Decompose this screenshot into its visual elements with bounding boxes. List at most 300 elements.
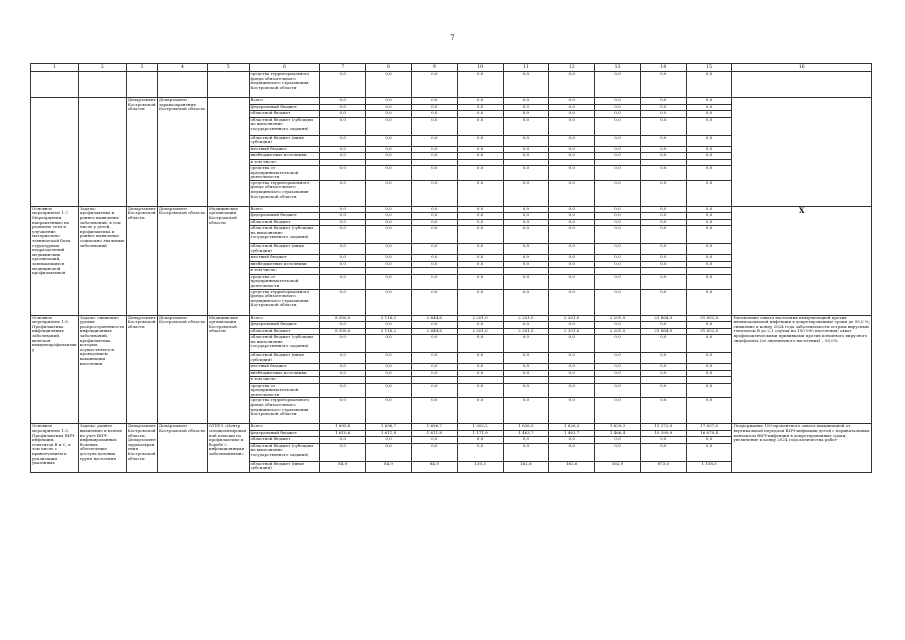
value-cell: 0,0	[640, 364, 686, 371]
value-cell: 0,0	[320, 135, 366, 146]
value-cell: 0,0	[686, 98, 732, 105]
value-cell: 0,0	[686, 383, 732, 398]
value-cell: 0,0	[503, 353, 549, 364]
value-cell: 0,0	[595, 146, 641, 153]
row-label: средства территориального фонда обязательного медицинского страхования Костромской области	[249, 289, 320, 315]
value-cell: 0,0	[366, 398, 412, 424]
value-cell: 0,0	[320, 206, 366, 213]
value-cell: 0,0	[686, 370, 732, 377]
value-cell: 0,0	[457, 383, 503, 398]
value-cell: 0,0	[640, 255, 686, 262]
value-cell: 0,0	[320, 226, 366, 244]
value-cell: 84,9	[411, 461, 457, 472]
value-cell: 0,0	[640, 370, 686, 377]
value-cell: 1 610,6	[320, 430, 366, 437]
row-label: Всего	[249, 315, 320, 322]
program-col4: Департамент здравоохранения Костромской области	[157, 98, 207, 207]
row-label: внебюджетные источники	[249, 261, 320, 268]
value-cell: 0,0	[366, 226, 412, 244]
value-cell: 0,0	[457, 206, 503, 213]
value-cell: 0,0	[320, 289, 366, 315]
value-cell: 0,0	[320, 111, 366, 118]
value-cell: 0,0	[549, 117, 595, 135]
row-label: федеральный бюджет	[249, 322, 320, 329]
row-label: федеральный бюджет	[249, 213, 320, 220]
value-cell: 0,0	[640, 180, 686, 206]
header-cell: 3	[126, 64, 157, 72]
value-cell: 0,0	[457, 335, 503, 353]
value-cell: 0,0	[366, 383, 412, 398]
value-cell: 0,0	[549, 335, 595, 353]
value-cell: 0,0	[320, 104, 366, 111]
value-cell: 0,0	[549, 353, 595, 364]
value-cell: 0,0	[640, 322, 686, 329]
value-cell: 0,0	[411, 370, 457, 377]
value-cell: 0,0	[457, 261, 503, 268]
value-cell: 0,0	[457, 226, 503, 244]
value-cell: 0,0	[686, 135, 732, 146]
header-cell: 16	[732, 64, 872, 72]
value-cell: 0,0	[503, 146, 549, 153]
value-cell: 0,0	[595, 244, 641, 255]
value-cell: 0,0	[411, 353, 457, 364]
header-cell: 13	[595, 64, 641, 72]
value-cell: 0,0	[640, 289, 686, 315]
row-label: федеральный бюджет	[249, 430, 320, 437]
value-cell: 0,0	[366, 104, 412, 111]
value-cell: 0,0	[411, 219, 457, 226]
value-cell: 0,0	[320, 335, 366, 353]
value-cell: 21 864,9	[640, 328, 686, 335]
expected-result: Поддержание 100-процентного охвата вакцинацией от вертикальной передачи ВИЧ-инфекции детей с перинатальным контактом ВИЧ-инфекции в декретированные сроки; увеличение к концу 2024 года количества работ-	[732, 424, 872, 473]
program-col5: Медицинские организации Костромской области	[207, 315, 249, 424]
row-label: областной бюджет	[249, 328, 320, 335]
value-cell: 0,0	[503, 274, 549, 289]
value-cell: 0,0	[411, 244, 457, 255]
program-col3: Департамент Костромской области, Департамент здравоохранения Костромской области	[126, 424, 157, 473]
value-cell: 0,0	[595, 219, 641, 226]
row-label: средства от предпринимательской деятельности	[249, 383, 320, 398]
row-label: местный бюджет	[249, 146, 320, 153]
value-cell: 2 201,0	[595, 315, 641, 322]
value-cell: 0,0	[411, 443, 457, 461]
value-cell: 0,0	[503, 370, 549, 377]
row-label: внебюджетные источники	[249, 153, 320, 160]
row-label: Всего	[249, 424, 320, 431]
value-cell: 162,6	[549, 461, 595, 472]
header-cell: 2	[78, 64, 126, 72]
value-cell: 0,0	[549, 383, 595, 398]
row-label: областной бюджет (иные субсидии)	[249, 461, 320, 472]
value-cell: 0,0	[640, 443, 686, 461]
value-cell: 0,0	[549, 398, 595, 424]
value-cell: 0,0	[549, 166, 595, 181]
value-cell: 0,0	[366, 166, 412, 181]
empty-cell	[207, 98, 249, 207]
value-cell: 0,0	[366, 289, 412, 315]
value-cell: 31 652,8	[686, 315, 732, 322]
value-cell: 0,0	[411, 226, 457, 244]
empty-cell	[732, 98, 872, 207]
value-cell: 0,0	[686, 219, 732, 226]
header-cell: 11	[503, 64, 549, 72]
value-cell: 0,0	[549, 213, 595, 220]
value-cell: 0,0	[503, 117, 549, 135]
value-cell: 0,0	[549, 289, 595, 315]
value-cell: 0,0	[320, 261, 366, 268]
value-cell: 8 300,0	[320, 315, 366, 322]
value-cell: 0,0	[366, 353, 412, 364]
header-row	[31, 64, 872, 72]
value-cell: 0,0	[320, 364, 366, 371]
value-cell: 0,0	[640, 335, 686, 353]
value-cell: 0,0	[411, 213, 457, 220]
value-cell: 0,0	[640, 261, 686, 268]
value-cell: 0,0	[320, 244, 366, 255]
value-cell: 0,0	[411, 166, 457, 181]
value-cell: 0,0	[503, 255, 549, 262]
row-label: областной бюджет (субсидии на выполнение государственного задания)	[249, 443, 320, 461]
value-cell: 84,9	[366, 461, 412, 472]
value-cell: 0,0	[411, 104, 457, 111]
empty-cell	[207, 72, 249, 98]
value-cell: 2 201,0	[457, 328, 503, 335]
value-cell: 0,0	[503, 437, 549, 444]
value-cell: 0,0	[686, 226, 732, 244]
value-cell: 0,0	[411, 322, 457, 329]
value-cell: 0,0	[366, 443, 412, 461]
value-cell: 0,0	[686, 364, 732, 371]
value-cell: 0,0	[411, 117, 457, 135]
value-cell: 0,0	[366, 370, 412, 377]
value-cell: 0,0	[320, 117, 366, 135]
value-cell: 0,0	[411, 111, 457, 118]
value-cell: 0,0	[640, 98, 686, 105]
program-col4: Департамент Костромской области	[157, 424, 207, 473]
value-cell: 0,0	[503, 383, 549, 398]
value-cell: 2 201,0	[503, 315, 549, 322]
value-cell: 0,0	[640, 398, 686, 424]
value-cell: 0,0	[320, 219, 366, 226]
program-col2: Задача: профилактика и раннее выявление заболеваний, в том числе у детей, профилактика и раннее выявление социально значимых заболеваний	[78, 206, 126, 315]
value-cell: 8 300,0	[320, 328, 366, 335]
program-col5: ОГБУЗ «Центр специализированной помощи по профилактике и борьбе с инфекционными заболеваниями»	[207, 424, 249, 473]
value-cell: 0,0	[457, 146, 503, 153]
row-label: Всего	[249, 206, 320, 213]
empty-cell	[78, 98, 126, 207]
header-cell: 1	[31, 64, 79, 72]
row-label: средства территориального фонда обязательного медицинского страхования Костромской области	[249, 180, 320, 206]
value-cell: 0,0	[503, 226, 549, 244]
value-cell: 1 171,9	[457, 430, 503, 437]
header-cell: 5	[207, 64, 249, 72]
value-cell: 31 652,8	[686, 328, 732, 335]
value-cell: 0,0	[595, 383, 641, 398]
value-cell: 0,0	[549, 261, 595, 268]
value-cell: 0,0	[366, 98, 412, 105]
value-cell: 0,0	[457, 289, 503, 315]
value-cell: 2 644,6	[411, 315, 457, 322]
value-cell: 1 696,7	[366, 424, 412, 431]
value-cell: 0,0	[640, 135, 686, 146]
value-cell: 0,0	[686, 146, 732, 153]
row-label: в том числе:	[249, 268, 320, 275]
value-cell: 0,0	[320, 255, 366, 262]
program-col1: Основное мероприятие 1.7. Мероприятия, направленные на развитие сети и улучшение материально-технической базы структурных подразделений медицинских организаций, занимающихся медицинской профилактикой	[31, 206, 79, 315]
value-cell: 0,0	[503, 364, 549, 371]
value-cell: 0,0	[457, 98, 503, 105]
value-cell: 0,0	[549, 244, 595, 255]
value-cell: 0,0	[503, 335, 549, 353]
value-cell: 0,0	[640, 437, 686, 444]
row-label: местный бюджет	[249, 364, 320, 371]
value-cell: 0,0	[457, 398, 503, 424]
header-cell: 10	[457, 64, 503, 72]
value-cell: 21 864,9	[640, 315, 686, 322]
value-cell: 0,0	[549, 226, 595, 244]
value-cell: 0,0	[503, 322, 549, 329]
value-cell: 0,0	[503, 443, 549, 461]
value-cell: 1 466,4	[595, 430, 641, 437]
value-cell: 0,0	[457, 364, 503, 371]
value-cell: 0,0	[595, 180, 641, 206]
row-label: в том числе:	[249, 377, 320, 384]
empty-cell	[157, 72, 207, 98]
value-cell: 0,0	[411, 437, 457, 444]
header-cell: 4	[157, 64, 207, 72]
value-cell: 0,0	[549, 104, 595, 111]
value-cell: 0,0	[595, 370, 641, 377]
program-col2: Задача: раннее выявление и взятие на учет ВИЧ-инфицированных больных, обеспечение доступа целевых групп населения	[78, 424, 126, 473]
value-cell: 0,0	[503, 244, 549, 255]
value-cell: 0,0	[549, 274, 595, 289]
value-cell: 0,0	[686, 322, 732, 329]
value-cell: 0,0	[686, 180, 732, 206]
value-cell: 1 463,7	[503, 430, 549, 437]
value-cell: 0,0	[366, 111, 412, 118]
value-cell: 0,0	[503, 135, 549, 146]
value-cell: 0,0	[366, 180, 412, 206]
value-cell: 0,0	[366, 274, 412, 289]
value-cell: 0,0	[640, 244, 686, 255]
value-cell: 162,6	[503, 461, 549, 472]
value-cell: 0,0	[640, 353, 686, 364]
row-label: областной бюджет	[249, 111, 320, 118]
value-cell: 0,0	[595, 226, 641, 244]
value-cell: 1 158,5	[686, 461, 732, 472]
value-cell: 0,0	[457, 72, 503, 98]
value-cell: 0,0	[320, 72, 366, 98]
value-cell: 0,0	[457, 117, 503, 135]
value-cell: 0,0	[549, 370, 595, 377]
value-cell: 0,0	[686, 166, 732, 181]
value-cell: 0,0	[457, 104, 503, 111]
value-cell: 0,0	[320, 166, 366, 181]
value-cell: 0,0	[320, 383, 366, 398]
value-cell: 2 201,0	[503, 328, 549, 335]
value-cell: 0,0	[686, 111, 732, 118]
row-label: областной бюджет (иные субсидии)	[249, 353, 320, 364]
value-cell: 2 644,6	[411, 328, 457, 335]
value-cell: 0,0	[549, 364, 595, 371]
value-cell: 0,0	[595, 364, 641, 371]
value-cell: 0,0	[595, 166, 641, 181]
value-cell: 0,0	[457, 370, 503, 377]
empty-cell	[31, 72, 79, 98]
value-cell: 0,0	[457, 166, 503, 181]
value-cell: 0,0	[320, 398, 366, 424]
value-cell: 0,0	[686, 153, 732, 160]
value-cell: 0,0	[457, 219, 503, 226]
value-cell: 10 399,9	[640, 430, 686, 437]
value-cell: 162,9	[595, 461, 641, 472]
value-cell: 1 695,6	[320, 424, 366, 431]
row-label: в том числе:	[249, 159, 320, 166]
value-cell: 0,0	[549, 180, 595, 206]
value-cell: 0,0	[366, 437, 412, 444]
value-cell: 0,0	[503, 153, 549, 160]
value-cell: 0,0	[640, 383, 686, 398]
value-cell: 0,0	[640, 72, 686, 98]
value-cell: 0,0	[366, 261, 412, 268]
value-cell: 0,0	[411, 398, 457, 424]
value-cell: 0,0	[503, 111, 549, 118]
value-cell: 0,0	[366, 117, 412, 135]
value-cell: 0,0	[411, 153, 457, 160]
value-cell: 0,0	[549, 255, 595, 262]
value-cell: 0,0	[640, 117, 686, 135]
value-cell: 0,0	[686, 437, 732, 444]
value-cell: 0,0	[549, 322, 595, 329]
value-cell: 0,0	[503, 98, 549, 105]
value-cell: 0,0	[366, 213, 412, 220]
value-cell: 2 201,0	[457, 315, 503, 322]
value-cell: 0,0	[686, 274, 732, 289]
header-cell: 6	[249, 64, 320, 72]
value-cell: 0,0	[595, 261, 641, 268]
value-cell: 0,0	[640, 213, 686, 220]
value-cell: 0,0	[640, 226, 686, 244]
value-cell: 0,0	[549, 98, 595, 105]
value-cell: 0,0	[686, 443, 732, 461]
value-cell: 11 272,9	[640, 424, 686, 431]
expected-result: Увеличение охвата населения иммунизацией против пневмококковой инфекции в декретированные сроки до 95,0 %; снижение к концу 2024 года заболеваемости острым вирусным гепатитом В до 2,1 случая на 100 000 населения; охват профилактическими прививками против клещевого вирусного энцефалита (от эндемичного населения) – 95,0%	[732, 315, 872, 424]
value-cell: 0,0	[686, 72, 732, 98]
value-cell: 0,0	[320, 370, 366, 377]
value-cell: 0,0	[640, 146, 686, 153]
value-cell: 17 837,0	[686, 424, 732, 431]
value-cell: 0,0	[595, 322, 641, 329]
value-cell: 0,0	[366, 335, 412, 353]
value-cell: 0,0	[640, 274, 686, 289]
page-number: 7	[450, 34, 455, 42]
value-cell: 0,0	[686, 206, 732, 213]
value-cell: 0,0	[640, 206, 686, 213]
value-cell: 0,0	[411, 98, 457, 105]
program-col2: Задача: снижение уровня распространенности инфекционных заболеваний, профилактика которых осуществляется проведением вакцинации населения	[78, 315, 126, 424]
header-cell: 12	[549, 64, 595, 72]
value-cell: 0,0	[595, 274, 641, 289]
value-cell: 0,0	[320, 180, 366, 206]
value-cell: 0,0	[411, 146, 457, 153]
value-cell: 0,0	[549, 72, 595, 98]
value-cell: 0,0	[411, 289, 457, 315]
row-label: областной бюджет	[249, 437, 320, 444]
value-cell: 0,0	[457, 353, 503, 364]
empty-cell	[732, 72, 872, 98]
value-cell: 0,0	[503, 180, 549, 206]
value-cell: 0,0	[686, 117, 732, 135]
value-cell: 0,0	[686, 353, 732, 364]
value-cell: 0,0	[686, 244, 732, 255]
value-cell: 2 201,0	[549, 315, 595, 322]
value-cell: 0,0	[503, 72, 549, 98]
value-cell: 0,0	[595, 255, 641, 262]
value-cell: 0,0	[595, 98, 641, 105]
value-cell: 0,0	[366, 322, 412, 329]
program-col3: Департамент Костромской области	[126, 98, 157, 207]
value-cell: 0,0	[411, 72, 457, 98]
value-cell: 0,0	[549, 443, 595, 461]
value-cell: 0,0	[366, 364, 412, 371]
value-cell: 0,0	[686, 289, 732, 315]
value-cell: 0,0	[411, 255, 457, 262]
value-cell: 0,0	[411, 383, 457, 398]
program-col3: Департамент Костромской области	[126, 315, 157, 424]
value-cell: 0,0	[503, 213, 549, 220]
value-cell: 2 201,0	[595, 328, 641, 335]
value-cell: 0,0	[549, 206, 595, 213]
value-cell: 0,0	[503, 219, 549, 226]
value-cell: 0,0	[320, 437, 366, 444]
value-cell: 0,0	[457, 443, 503, 461]
value-cell: 0,0	[366, 146, 412, 153]
value-cell: 0,0	[595, 398, 641, 424]
row-label: средства территориального фонда обязательного медицинского страхования Костромской области	[249, 398, 320, 424]
value-cell: 0,0	[595, 111, 641, 118]
value-cell: 0,0	[503, 206, 549, 213]
value-cell: 0,0	[411, 135, 457, 146]
value-cell: 0,0	[503, 104, 549, 111]
empty-cell	[126, 72, 157, 98]
value-cell: 0,0	[457, 255, 503, 262]
value-cell: 0,0	[640, 219, 686, 226]
program-col4: Департамент Костромской области	[157, 206, 207, 315]
value-cell: 0,0	[595, 437, 641, 444]
value-cell: 0,0	[595, 153, 641, 160]
program-col1: Основное мероприятие 1.9. Профилактика ВИЧ-инфекции, гепатитов В и С, в том числе с привлечением к реализации указанных	[31, 424, 79, 473]
value-cell: 0,0	[549, 219, 595, 226]
value-cell: 0,0	[595, 353, 641, 364]
header-cell: 9	[411, 64, 457, 72]
header-cell: 14	[640, 64, 686, 72]
value-cell: 0,0	[411, 364, 457, 371]
value-cell: 0,0	[457, 274, 503, 289]
program-col1: Основное мероприятие 1.8. Профилактика инфекционных заболеваний, включая иммунопрофилактику	[31, 315, 79, 424]
value-cell: 0,0	[457, 244, 503, 255]
budget-table	[30, 63, 872, 473]
value-cell: 0,0	[686, 255, 732, 262]
value-cell: 1 629,3	[595, 424, 641, 431]
value-cell: 1 696,7	[411, 424, 457, 431]
value-cell: 0,0	[457, 111, 503, 118]
value-cell: 1 302,2	[457, 424, 503, 431]
row-label: областной бюджет (иные субсидии)	[249, 135, 320, 146]
value-cell: 0,0	[503, 289, 549, 315]
value-cell: 2 201,0	[549, 328, 595, 335]
empty-cell	[31, 98, 79, 207]
value-cell: 130,3	[457, 461, 503, 472]
